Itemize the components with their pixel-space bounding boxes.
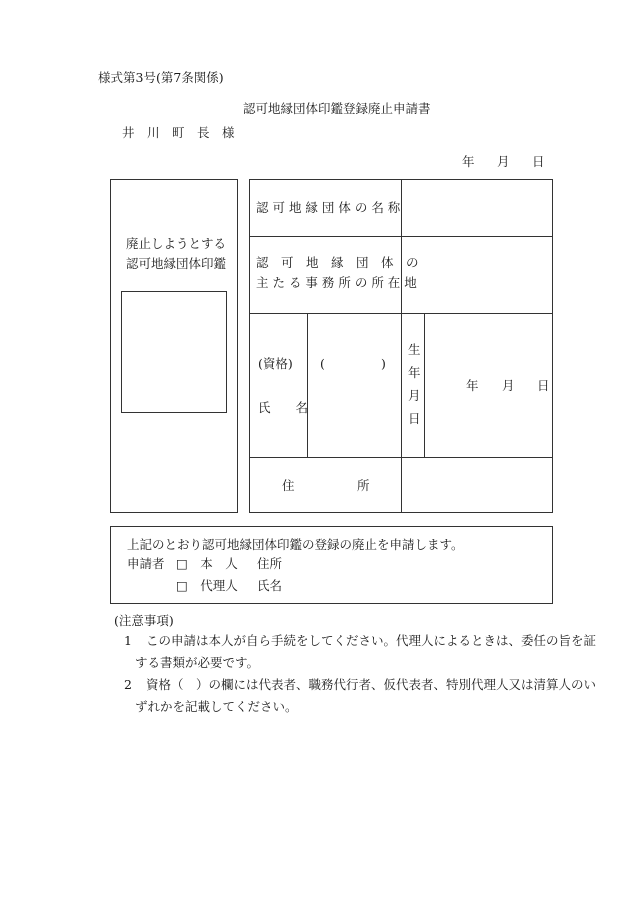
notes-heading: (注意事項) <box>114 613 174 628</box>
birth-month-label: 月 <box>502 378 515 393</box>
option-self-checkbox[interactable]: □ 本 人 <box>176 556 238 571</box>
office-label-line2: 主 た る 事 務 所 の 所 在 地 <box>256 275 417 290</box>
seal-impression-box[interactable] <box>121 291 227 413</box>
note-1-number: 1 <box>124 633 132 648</box>
name-label: 氏 名 <box>258 400 309 415</box>
birth-label-char: 生 <box>408 342 421 357</box>
addressee: 井 川 町 長 様 <box>122 125 235 140</box>
applicant-label: 申請者 <box>127 556 165 571</box>
note-2-line2: ずれかを記載してください。 <box>135 699 298 714</box>
note-2-line1: 資格（ ）の欄には代表者、職務代行者、仮代表者、特別代理人又は清算人のい <box>146 677 597 692</box>
form-number: 様式第3号(第7条関係) <box>98 70 224 85</box>
office-label-line1: 認 可 地 縁 団 体 の <box>256 255 419 270</box>
seal-label-line2: 認可地縁団体印鑑 <box>126 256 227 271</box>
birth-day-label: 日 <box>537 378 550 393</box>
qualification-field[interactable] <box>330 352 378 374</box>
qualification-paren-open: ( <box>320 356 325 371</box>
declaration-statement: 上記のとおり認可地縁団体印鑑の登録の廃止を申請します。 <box>127 537 464 552</box>
address-label: 住 所 <box>282 478 370 493</box>
option-agent-checkbox[interactable]: □ 代理人 <box>176 578 238 593</box>
birth-label-char: 年 <box>408 365 421 380</box>
applicant-name-label: 氏名 <box>257 578 283 593</box>
group-name-label: 認 可 地 縁 団 体 の 名 称 <box>256 200 401 215</box>
note-1-line1: この申請は本人が自ら手続をしてください。代理人によるときは、委任の旨を証 <box>146 633 597 648</box>
col-divider <box>424 313 425 457</box>
birth-label-char: 日 <box>408 411 421 426</box>
date-year-label: 年 <box>462 154 475 169</box>
note-1-line2: する書類が必要です。 <box>135 655 260 670</box>
date-day-label: 日 <box>532 154 545 169</box>
birth-label-char: 月 <box>408 388 421 403</box>
group-name-field[interactable] <box>402 180 552 236</box>
document-title: 認可地縁団体印鑑登録廃止申請書 <box>243 101 431 116</box>
date-month-label: 月 <box>497 154 510 169</box>
note-2-number: 2 <box>124 677 132 692</box>
col-divider <box>401 313 402 457</box>
seal-label-line1: 廃止しようとする <box>126 236 227 251</box>
name-field[interactable] <box>308 380 400 456</box>
address-field[interactable] <box>402 458 552 512</box>
qualification-paren-close: ) <box>381 356 386 371</box>
birth-year-label: 年 <box>466 378 479 393</box>
applicant-address-label: 住所 <box>257 556 283 571</box>
office-address-field[interactable] <box>402 237 552 313</box>
qualification-label: (資格) <box>258 356 293 371</box>
